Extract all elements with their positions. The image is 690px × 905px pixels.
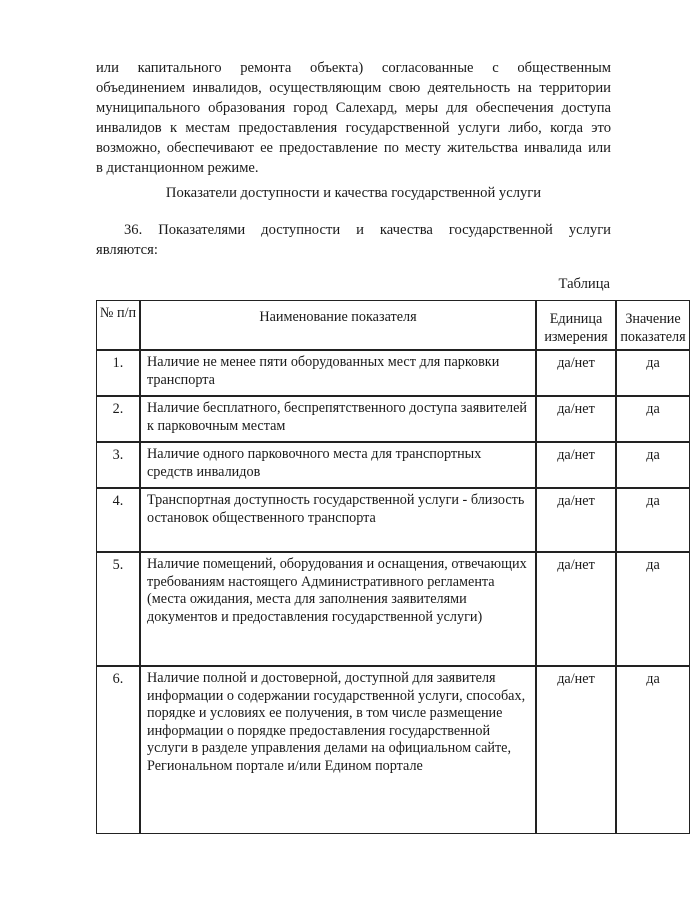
row-2-name: Наличие бесплатного, беспрепятственного доступа заявителей к парковочным местам <box>140 396 536 442</box>
row-4-unit: да/нет <box>536 488 616 552</box>
table-header-row <box>96 300 686 350</box>
row-6-unit: да/нет <box>536 666 616 834</box>
row-6-num: 6. <box>96 666 140 834</box>
row-2-unit: да/нет <box>536 396 616 442</box>
paragraph-36-line-1: 36. Показателями доступности и качества государственной услуги <box>124 222 611 238</box>
intro-line-2: объединением инвалидов, осуществляющим свою деятельность на территории <box>96 80 611 96</box>
row-2-num: 2. <box>96 396 140 442</box>
table-row <box>96 396 660 442</box>
table-row <box>96 442 660 488</box>
table-row <box>96 488 660 552</box>
row-3-unit: да/нет <box>536 442 616 488</box>
row-4-value: да <box>616 488 690 552</box>
intro-paragraph <box>96 58 611 178</box>
header-value: Значение показателя <box>616 300 690 350</box>
table-row <box>96 350 660 396</box>
header-unit: Единица измерения <box>536 300 616 350</box>
intro-line-5: возможно, обеспечивают ее предоставление по месту жительства инвалида или <box>96 140 611 156</box>
row-6-name: Наличие полной и достоверной, доступной для заявителя информации о содержании государственной услуги, способах, порядке и условиях ее получения, в том числе размещение информации о порядке предоставления государственной услуги в разделе управления делами на официальном сайте, Региональном портале и/или Едином портале <box>140 666 536 834</box>
intro-line-3: муниципального образования город Салехард, меры для обеспечения доступа <box>96 100 611 116</box>
section-heading: Показатели доступности и качества государственной услуги <box>165 185 542 201</box>
intro-line-1: или капитального ремонта объекта) согласованные с общественным <box>96 60 611 76</box>
row-5-unit: да/нет <box>536 552 616 666</box>
paragraph-36-line-2: являются: <box>96 242 158 258</box>
table-row <box>96 552 660 666</box>
row-3-num: 3. <box>96 442 140 488</box>
header-num-label: № п/п <box>99 305 137 321</box>
row-4-name: Транспортная доступность государственной услуги - близость остановок общественного транспорта <box>140 488 536 552</box>
row-5-value: да <box>616 552 690 666</box>
header-num <box>96 300 140 350</box>
table-caption: Таблица <box>558 276 610 292</box>
row-2-value: да <box>616 396 690 442</box>
row-3-value: да <box>616 442 690 488</box>
intro-line-4: инвалидов к местам предоставления государственной услуги либо, когда это <box>96 120 611 136</box>
row-5-num: 5. <box>96 552 140 666</box>
row-4-num: 4. <box>96 488 140 552</box>
row-1-value: да <box>616 350 690 396</box>
header-name: Наименование показателя <box>140 300 536 350</box>
table-row <box>96 666 660 834</box>
row-3-name: Наличие одного парковочного места для транспортных средств инвалидов <box>140 442 536 488</box>
row-5-name: Наличие помещений, оборудования и оснащения, отвечающих требованиям настоящего Административного регламента (места ожидания, места для заполнения заявителями документов и предоставления государственной услуги) <box>140 552 536 666</box>
row-1-unit: да/нет <box>536 350 616 396</box>
row-1-num: 1. <box>96 350 140 396</box>
row-1-name: Наличие не менее пяти оборудованных мест для парковки транспорта <box>140 350 536 396</box>
intro-line-6: в дистанционном режиме. <box>96 160 259 176</box>
row-6-value: да <box>616 666 690 834</box>
paragraph-36 <box>96 220 611 260</box>
